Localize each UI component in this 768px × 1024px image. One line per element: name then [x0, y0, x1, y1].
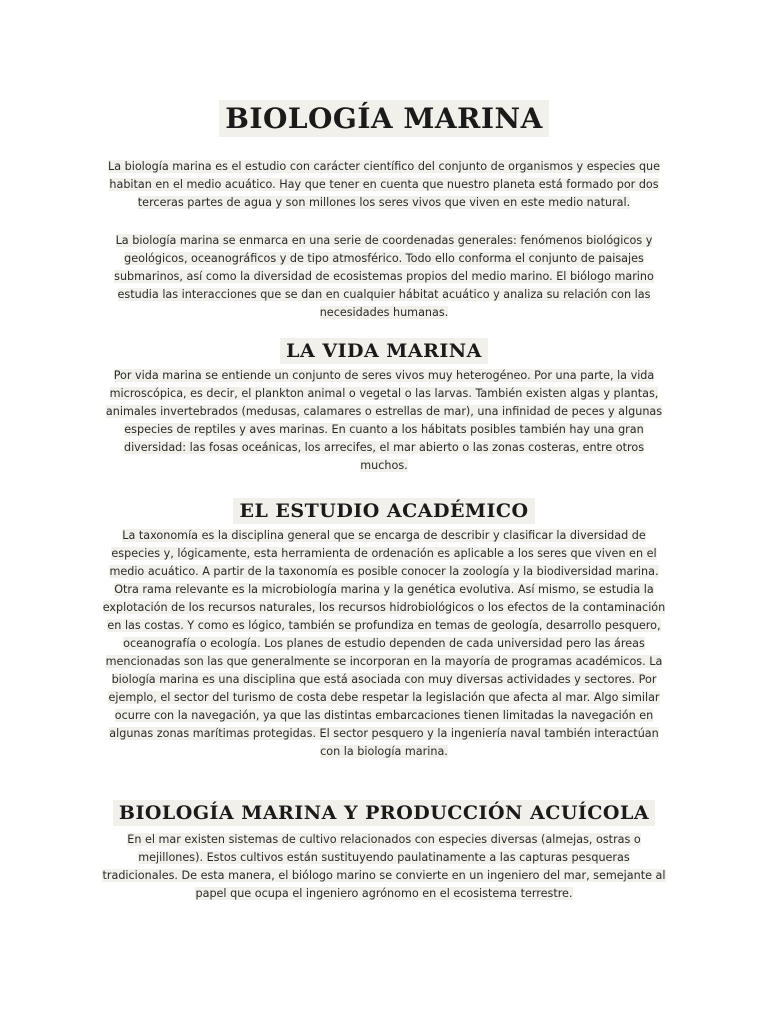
section-heading-produccion-acuicola: BIOLOGÍA MARINA Y PRODUCCIÓN ACUÍCOLA — [0, 802, 768, 824]
intro-paragraph-2: La biología marina se enmarca en una serie de coordenadas generales: fenómenos biológicos y geológicos, oceanográficos y de tipo atmosférico. Todo ello conforma el conjunto de paisajes submarinos, así como la diversidad de ecosistemas propios del medio marino. El biólogo marino estudia las interacciones que se dan en cualquier hábitat acuático y analiza su relación con las necesidades humanas. — [114, 234, 654, 319]
intro-paragraph-1: La biología marina es el estudio con carácter científico del conjunto de organismos y especies que habitan en el medio acuático. Hay que tener en cuenta que nuestro planeta está formado por dos terceras partes de agua y son millones los seres vivos que viven en este medio natural. — [107, 160, 661, 209]
section-text-estudio-academico: La taxonomía es la disciplina general que se encarga de describir y clasificar la diversidad de especies y, lógicamente, esta herramienta de ordenación es aplicable a los seres que viven en el medio acuático. A partir de la taxonomía es posible conocer la zoología y la biodiversidad marina. Otra rama relevante es la microbiología marina y la genética evolutiva. Así mismo, se estudia la explotación de los recursos naturales, los recursos hidrobiológicos o los efectos de la contaminación en las costas. Y como es lógico, también se profundiza en temas de geología, desarrollo pesquero, oceanografía o ecología. Los planes de estudio dependen de cada universidad pero las áreas mencionadas son las que generalmente se incorporan en la mayoría de programas académicos. La biología marina es una disciplina que está asociada con muy diversas actividades y sectores. Por ejemplo, el sector del turismo de costa debe respetar la legislación que afecta al mar. Algo similar ocurre con la navegación, ya que las distintas embarcaciones tienen limitadas la navegación en algunas zonas marítimas protegidas. El sector pesquero y la ingeniería naval también interactúan con la biología marina. — [102, 529, 666, 758]
section-text-vida-marina: Por vida marina se entiende un conjunto de seres vivos muy heterogéneo. Por una parte, la vida microscópica, es decir, el plankton animal o vegetal o las larvas. También existen algas y plantas, animales invertebrados (medusas, calamares o estrellas de mar), una infinidad de peces y algunas especies de reptiles y aves marinas. En cuanto a los hábitats posibles también hay una gran diversidad: las fosas oceánicas, los arrecifes, el mar abierto o las zonas costeras, entre otros muchos. — [105, 369, 663, 472]
page-title: BIOLOGÍA MARINA — [0, 102, 768, 135]
section-heading-estudio-academico: EL ESTUDIO ACADÉMICO — [0, 500, 768, 522]
section-text-produccion-acuicola: En el mar existen sistemas de cultivo relacionados con especies diversas (almejas, ostras o mejillones). Estos cultivos están sustituyendo paulatinamente a las capturas pesqueras tradicionales. De esta manera, el biólogo marino se convierte en un ingeniero del mar, semejante al papel que ocupa el ingeniero agrónomo en el ecosistema terrestre. — [102, 833, 666, 900]
section-heading-vida-marina: LA VIDA MARINA — [0, 340, 768, 362]
